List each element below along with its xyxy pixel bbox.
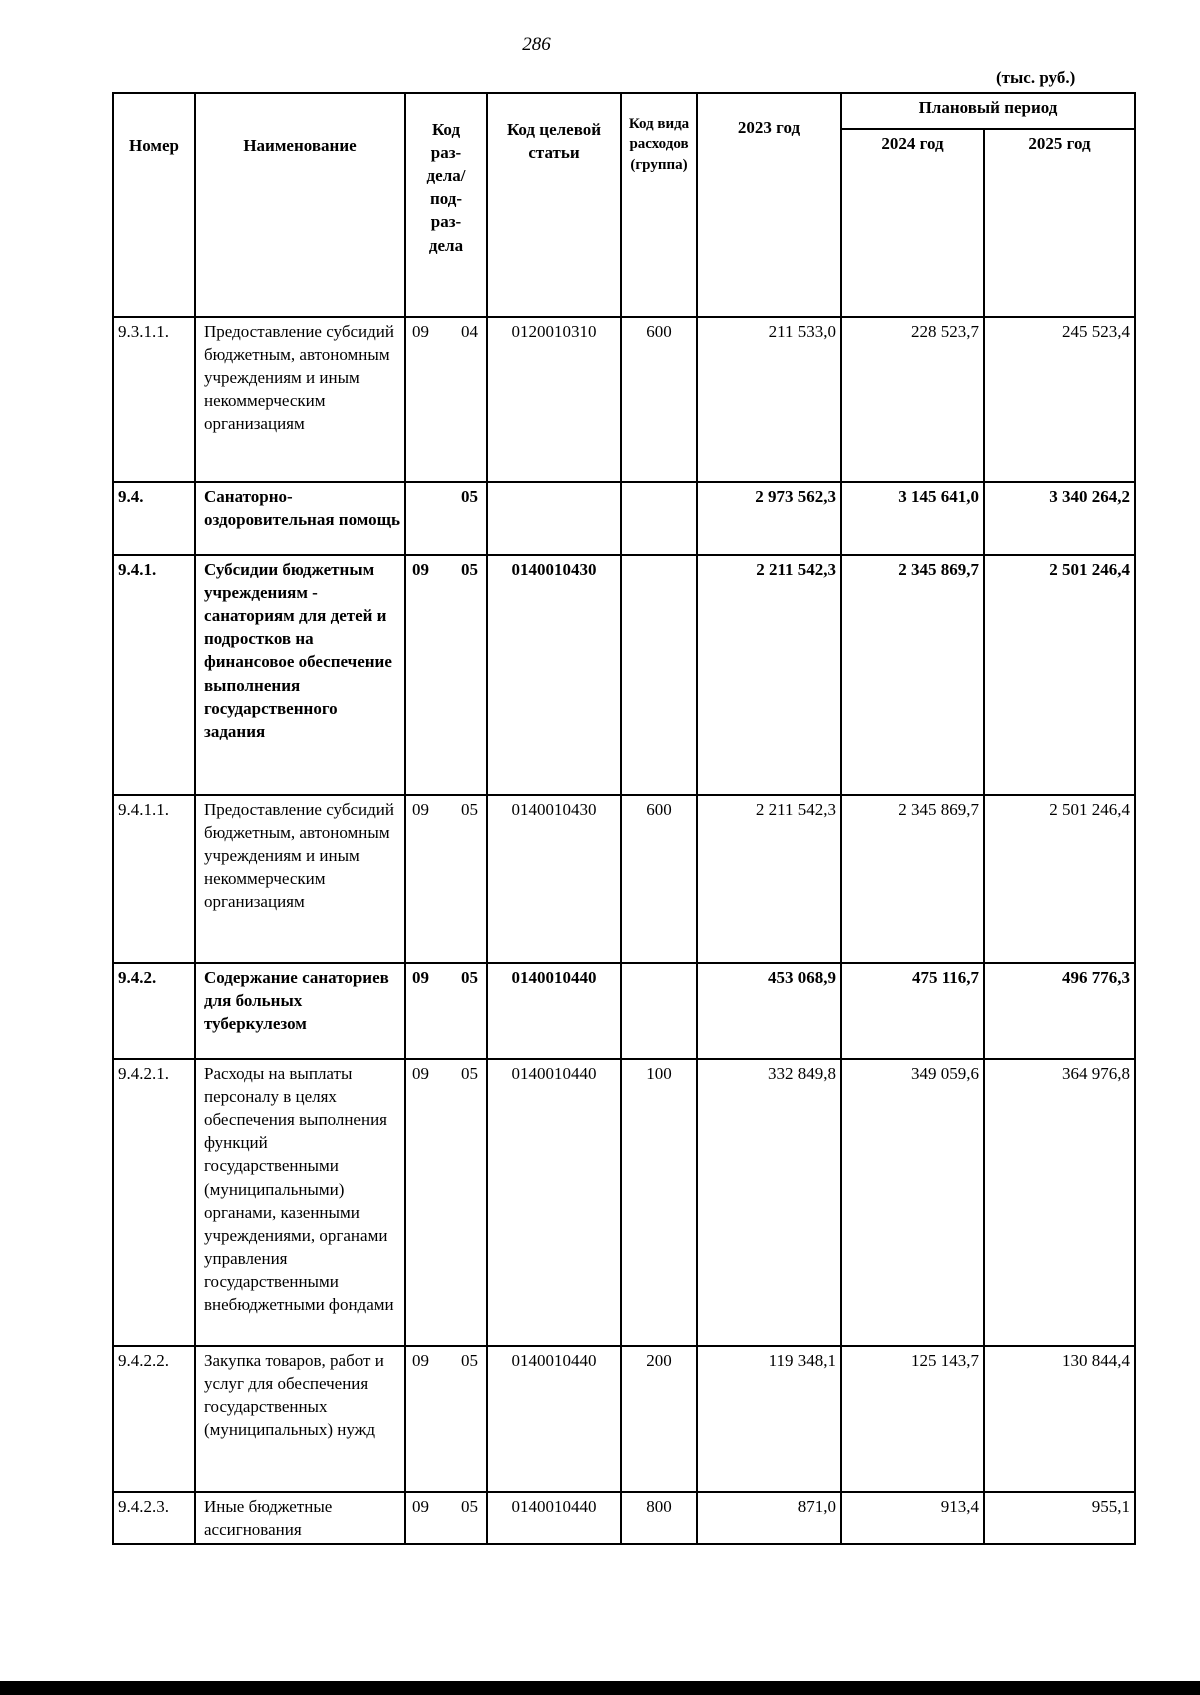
scan-edge-bar	[0, 1681, 1200, 1695]
row-podrazdel: 05	[461, 487, 478, 506]
row-expense: 600	[621, 317, 697, 482]
header-name: Наименование	[195, 93, 405, 317]
row-name: Субсидии бюджетным учреждениям - санаториям для детей и подростков на финансовое обеспечение выполнения государственного задания	[195, 555, 405, 795]
row-2024: 349 059,6	[841, 1059, 984, 1346]
row-target	[487, 482, 621, 555]
row-name: Содержание санаториев для больных туберкулезом	[195, 963, 405, 1059]
row-2023: 2 211 542,3	[697, 555, 841, 795]
row-number: 9.4.2.3.	[113, 1492, 195, 1544]
row-name: Санаторно-оздоровительная помощь	[195, 482, 405, 555]
row-number: 9.4.	[113, 482, 195, 555]
row-2024: 125 143,7	[841, 1346, 984, 1492]
row-razdel: 09	[412, 1351, 429, 1370]
row-section	[405, 555, 487, 795]
row-name: Предоставление субсидий бюджетным, автономным учреждениям и иным некоммерческим организациям	[195, 795, 405, 963]
table-row	[113, 1346, 1135, 1492]
row-expense	[621, 482, 697, 555]
row-2024: 913,4	[841, 1492, 984, 1544]
row-razdel: 09	[412, 560, 429, 579]
row-razdel: 09	[412, 1497, 429, 1516]
row-2024: 2 345 869,7	[841, 555, 984, 795]
budget-table	[112, 92, 1136, 1545]
row-expense	[621, 555, 697, 795]
row-number: 9.4.2.1.	[113, 1059, 195, 1346]
row-razdel: 09	[412, 1064, 429, 1083]
table-row	[113, 1492, 1135, 1544]
row-2025: 955,1	[984, 1492, 1135, 1544]
row-target: 0140010440	[487, 1346, 621, 1492]
row-expense: 100	[621, 1059, 697, 1346]
row-2023: 119 348,1	[697, 1346, 841, 1492]
header-2025: 2025 год	[984, 129, 1135, 317]
row-2023: 871,0	[697, 1492, 841, 1544]
header-row	[113, 93, 1135, 129]
row-name: Расходы на выплаты персоналу в целях обеспечения выполнения функций государственными (муниципальными) органами, казенными учреждениями, органами управления государственными внебюджетными фондами	[195, 1059, 405, 1346]
table-row	[113, 482, 1135, 555]
row-podrazdel: 05	[461, 1064, 478, 1083]
row-2025: 3 340 264,2	[984, 482, 1135, 555]
row-2025: 2 501 246,4	[984, 555, 1135, 795]
header-plan-period: Плановый период	[841, 93, 1135, 129]
row-2023: 2 211 542,3	[697, 795, 841, 963]
row-section	[405, 317, 487, 482]
row-number: 9.4.2.	[113, 963, 195, 1059]
header-target-code: Код целевой статьи	[487, 93, 621, 317]
row-2023: 453 068,9	[697, 963, 841, 1059]
header-2023: 2023 год	[697, 93, 841, 317]
row-target: 0140010430	[487, 555, 621, 795]
row-podrazdel: 04	[461, 322, 478, 341]
row-expense	[621, 963, 697, 1059]
row-section	[405, 1492, 487, 1544]
row-2025: 496 776,3	[984, 963, 1135, 1059]
row-2024: 475 116,7	[841, 963, 984, 1059]
row-number: 9.4.1.1.	[113, 795, 195, 963]
page-number: 286	[522, 34, 551, 55]
row-2023: 332 849,8	[697, 1059, 841, 1346]
row-target: 0140010440	[487, 1059, 621, 1346]
header-2024: 2024 год	[841, 129, 984, 317]
row-name: Предоставление субсидий бюджетным, автономным учреждениям и иным некоммерческим организациям	[195, 317, 405, 482]
row-target: 0140010430	[487, 795, 621, 963]
row-2025: 245 523,4	[984, 317, 1135, 482]
row-podrazdel: 05	[461, 800, 478, 819]
row-2023: 211 533,0	[697, 317, 841, 482]
row-section	[405, 482, 487, 555]
row-target: 0140010440	[487, 1492, 621, 1544]
table-row	[113, 1059, 1135, 1346]
row-section	[405, 1059, 487, 1346]
table-row	[113, 555, 1135, 795]
row-target: 0140010440	[487, 963, 621, 1059]
row-razdel: 09	[412, 800, 429, 819]
row-podrazdel: 05	[461, 1497, 478, 1516]
row-2023: 2 973 562,3	[697, 482, 841, 555]
units-label: (тыс. руб.)	[996, 68, 1076, 87]
row-razdel: 09	[412, 322, 429, 341]
row-section	[405, 795, 487, 963]
row-podrazdel: 05	[461, 968, 478, 987]
header-expense-code: Код вида расходов (группа)	[621, 93, 697, 317]
row-expense: 200	[621, 1346, 697, 1492]
row-2025: 2 501 246,4	[984, 795, 1135, 963]
row-2025: 364 976,8	[984, 1059, 1135, 1346]
header-section-code: Код раз- дела/ под- раз- дела	[405, 93, 487, 317]
header-number: Номер	[113, 93, 195, 317]
row-target: 0120010310	[487, 317, 621, 482]
row-razdel: 09	[412, 968, 429, 987]
table-row	[113, 795, 1135, 963]
row-section	[405, 1346, 487, 1492]
row-2025: 130 844,4	[984, 1346, 1135, 1492]
table-row	[113, 317, 1135, 482]
table-body	[113, 317, 1135, 1544]
row-number: 9.4.1.	[113, 555, 195, 795]
row-podrazdel: 05	[461, 1351, 478, 1370]
row-podrazdel: 05	[461, 560, 478, 579]
table-row	[113, 963, 1135, 1059]
row-number: 9.3.1.1.	[113, 317, 195, 482]
row-name: Закупка товаров, работ и услуг для обеспечения государственных (муниципальных) нужд	[195, 1346, 405, 1492]
row-number: 9.4.2.2.	[113, 1346, 195, 1492]
row-expense: 600	[621, 795, 697, 963]
row-name: Иные бюджетные ассигнования	[195, 1492, 405, 1544]
row-expense: 800	[621, 1492, 697, 1544]
row-section	[405, 963, 487, 1059]
row-2024: 228 523,7	[841, 317, 984, 482]
row-2024: 2 345 869,7	[841, 795, 984, 963]
row-2024: 3 145 641,0	[841, 482, 984, 555]
